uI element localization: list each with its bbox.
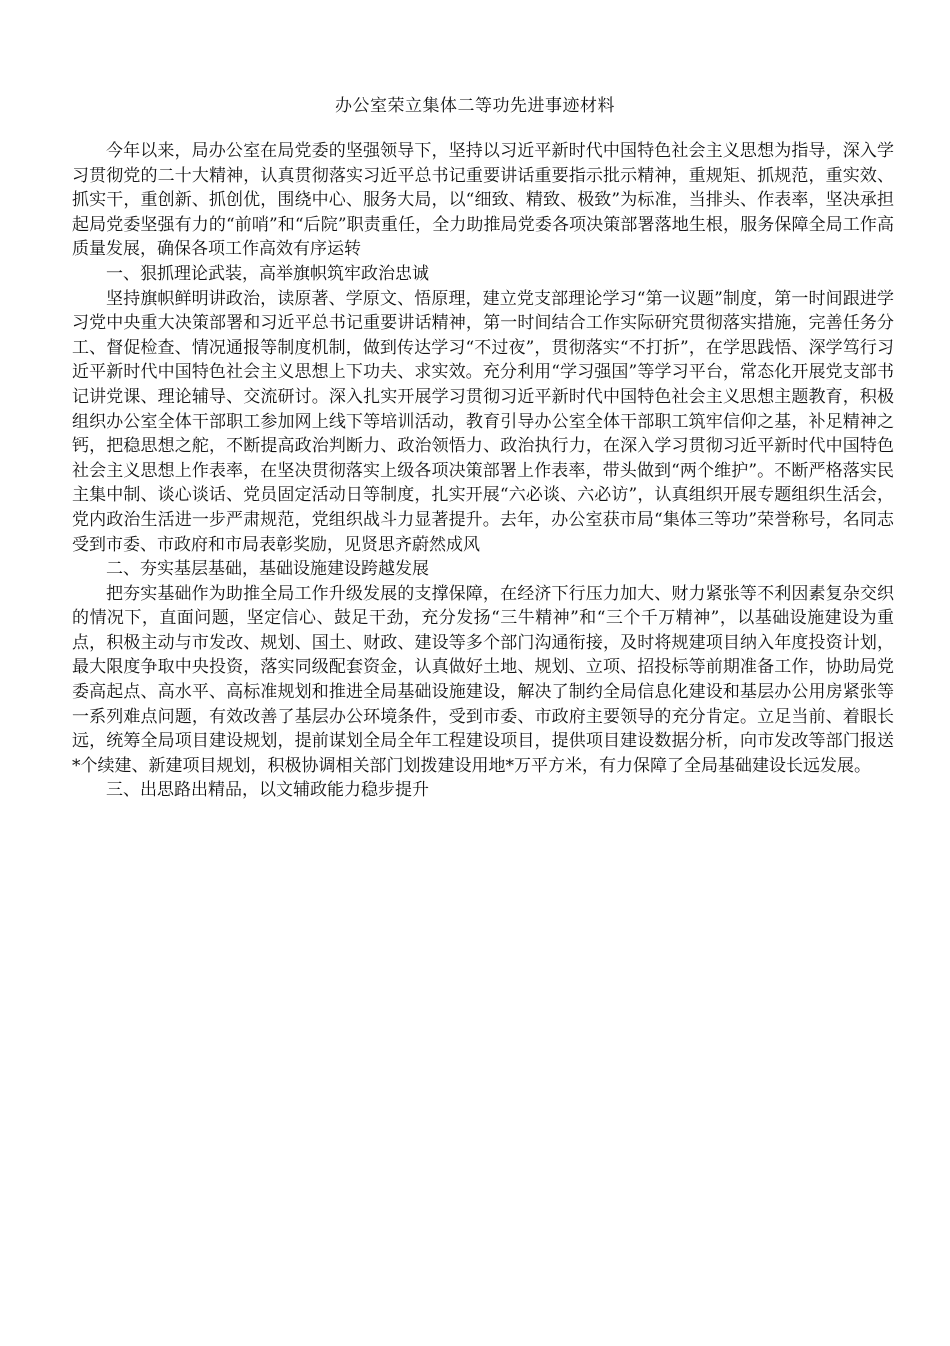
document-title: 办公室荣立集体二等功先进事迹材料 xyxy=(335,96,615,116)
section-body-2: 把夯实基础作为助推全局工作升级发展的支撑保障，在经济下行压力加大、财力紧张等不利因素复杂交织的情况下，直面问题，坚定信心、鼓足干劲，充分发扬“三牛精神”和“三个千万精神”，以基础设施建设为重点，积极主动与市发改、规划、国土、财政、建设等多个部门沟通衔接，及时将规建项目纳入年度投资计划，最大限度争取中央投资，落实同级配套资金，认真做好土地、规划、立项、招投标等前期准备工作，协助局党委高起点、高水平、高标准规划和推进全局基础设施建设，解决了制约全局信息化建设和基层办公用房紧张等一系列难点问题，有效改善了基层办公环境条件，受到市委、市政府主要领导的充分肯定。立足当前、着眼长远，统筹全局项目建设规划，提前谋划全局全年工程建设项目，提供项目建设数据分析，向市发改等部门报送*个续建、新建项目规划，积极协调相关部门划拨建设用地*万平方米，有力保障了全局基础建设长远发展。 xyxy=(72,583,894,776)
section-heading-1: 一、狠抓理论武装，高举旗帜筑牢政治忠诚 xyxy=(106,263,429,284)
section-heading-2: 二、夯实基层基础，基础设施建设跨越发展 xyxy=(106,559,429,580)
section-body-1: 坚持旗帜鲜明讲政治，读原著、学原文、悟原理，建立党支部理论学习“第一议题”制度，第一时间跟进学习党中央重大决策部署和习近平总书记重要讲话精神，第一时间结合工作实际研究贯彻落实措施，完善任务分工、督促检查、情况通报等制度机制，做到传达学习“不过夜”，贯彻落实“不打折”，在学思践悟、深学笃行习近平新时代中国特色社会主义思想上下功夫、求实效。充分利用“学习强国”等学习平台，常态化开展党支部书记讲党课、理论辅导、交流研讨。深入扎实开展学习贯彻习近平新时代中国特色社会主义思想主题教育，积极组织办公室全体干部职工参加网上线下等培训活动，教育引导办公室全体干部职工筑牢信仰之基，补足精神之钙，把稳思想之舵，不断提高政治判断力、政治领悟力、政治执行力，在深入学习贯彻习近平新时代中国特色社会主义思想上作表率，在坚决贯彻落实上级各项决策部署上作表率，带头做到“两个维护”。不断严格落实民主集中制、谈心谈话、党员固定活动日等制度，扎实开展“六必谈、六必访”，认真组织开展专题组织生活会，党内政治生活进一步严肃规范，党组织战斗力显著提升。去年，办公室获市局“集体三等功”荣誉称号，名同志受到市委、市政府和市局表彰奖励，见贤思齐蔚然成风 xyxy=(72,288,894,555)
intro-paragraph: 今年以来，局办公室在局党委的坚强领导下，坚持以习近平新时代中国特色社会主义思想为指导，深入学习贯彻党的二十大精神，认真贯彻落实习近平总书记重要讲话重要指示批示精神，重规矩、抓规范，重实效、抓实干，重创新、抓创优，围绕中心、服务大局，以“细致、精致、极致”为标准，当排头、作表率，坚决承担起局党委坚强有力的“前哨”和“后院”职责重任，全力助推局党委各项决策部署落地生根，服务保障全局工作高质量发展，确保各项工作高效有序运转 xyxy=(72,141,894,260)
document-body xyxy=(72,139,894,803)
section-heading-3: 三、出思路出精品，以文辅政能力稳步提升 xyxy=(106,780,429,801)
